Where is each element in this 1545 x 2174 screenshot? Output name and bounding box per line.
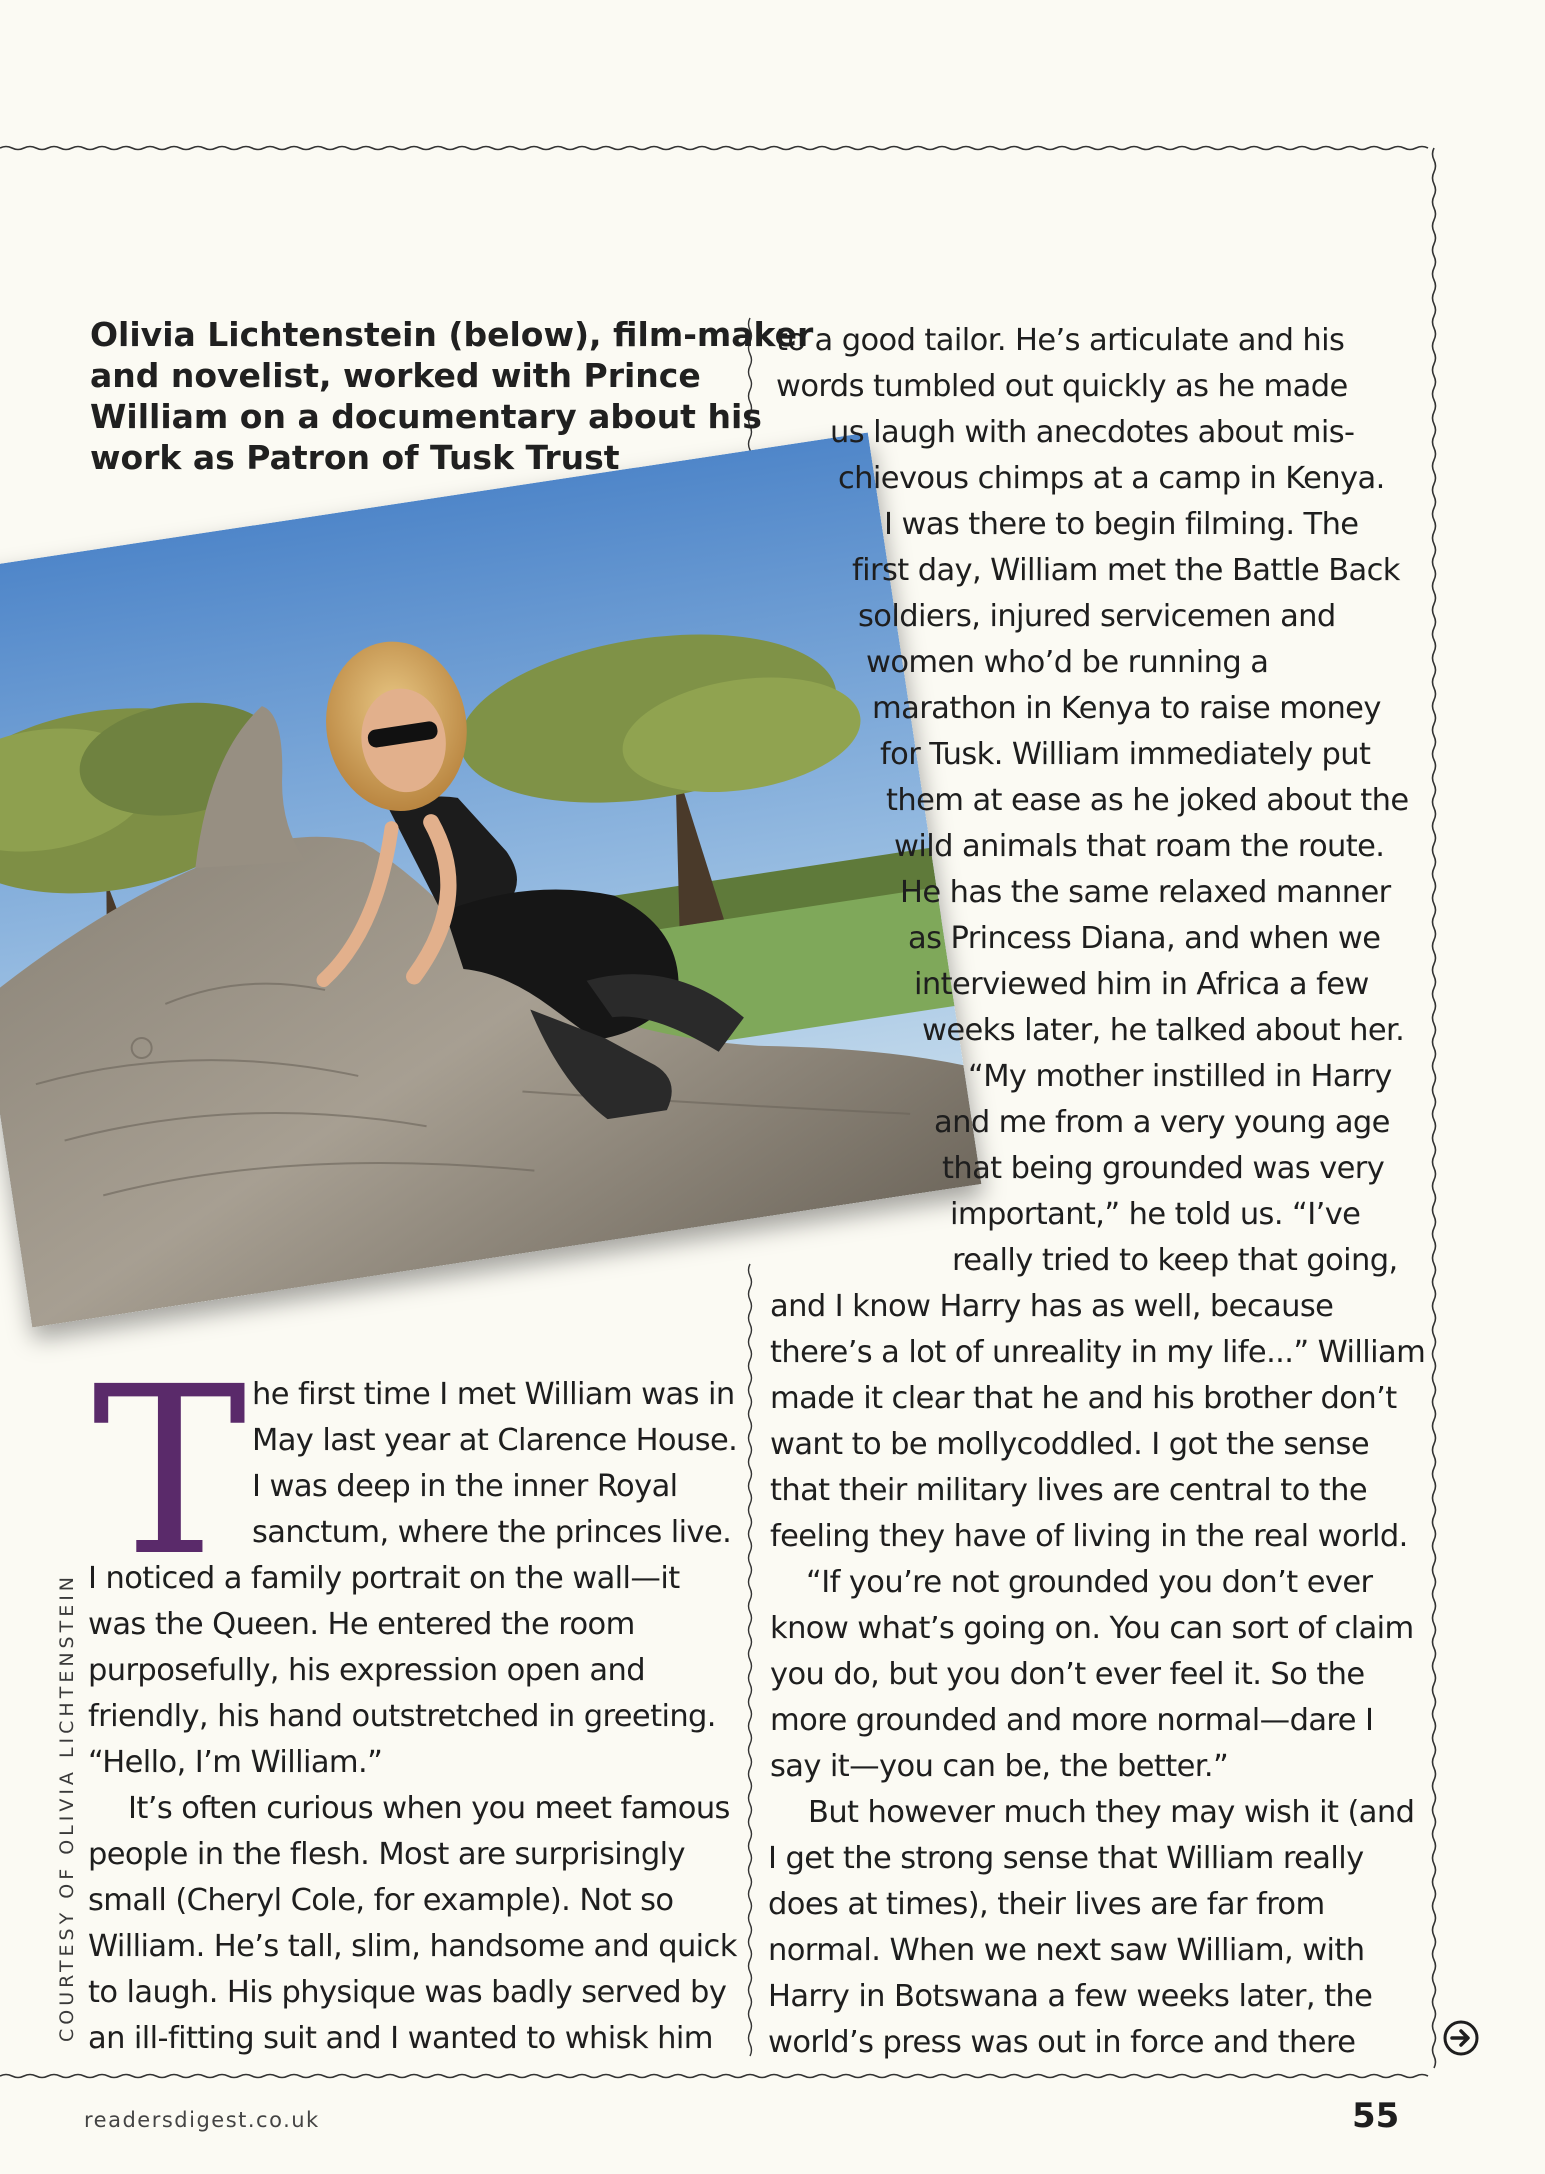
body-line: world’s press was out in force and there [768,2025,1356,2060]
page-number: 55 [1352,2096,1400,2136]
photo-olivia-on-elephant [0,432,981,1327]
body-line: words tumbled out quickly as he made [776,369,1348,404]
body-line: I was there to begin filming. The [884,507,1359,542]
body-line: I get the strong sense that William really [768,1841,1364,1876]
standfirst-line: William on a documentary about his [90,397,762,436]
body-line: us laugh with anecdotes about mis- [830,415,1355,450]
body-line: marathon in Kenya to raise money [872,691,1381,726]
body-line: wild animals that roam the route. [894,829,1385,864]
body-line: “Hello, I’m William.” [88,1745,383,1780]
body-line: soldiers, injured servicemen and [858,599,1336,634]
body-line: sanctum, where the princes live. [252,1515,732,1550]
body-line: He has the same relaxed manner [900,875,1391,910]
body-line: say it—you can be, the better.” [770,1749,1229,1784]
body-line: “If you’re not grounded you don’t ever [806,1565,1373,1600]
body-line: to a good tailor. He’s articulate and his [776,323,1345,358]
photo-credit: COURTESY OF OLIVIA LICHTENSTEIN [56,1572,78,2042]
standfirst-line: work as Patron of Tusk Trust [90,438,620,477]
body-line: Harry in Botswana a few weeks later, the [768,1979,1373,2014]
body-line: really tried to keep that going, [952,1243,1398,1278]
body-line: them at ease as he joked about the [886,783,1409,818]
body-line: as Princess Diana, and when we [908,921,1381,956]
body-line: more grounded and more normal—dare I [770,1703,1374,1738]
body-line: was the Queen. He entered the room [88,1607,635,1642]
drop-cap: T [92,1337,247,1607]
body-line: first day, William met the Battle Back [852,553,1400,588]
body-line: an ill-fitting suit and I wanted to whisk him [88,2021,713,2056]
body-line: and me from a very young age [934,1105,1390,1140]
body-line: interviewed him in Africa a few [914,967,1369,1002]
body-line: that their military lives are central to the [770,1473,1368,1508]
body-line: important,” he told us. “I’ve [950,1197,1361,1232]
body-line: you do, but you don’t ever feel it. So the [770,1657,1365,1692]
photo-illustration [0,432,981,1327]
body-line: weeks later, he talked about her. [922,1013,1405,1048]
body-line: purposefully, his expression open and [88,1653,645,1688]
body-line: people in the flesh. Most are surprisingly [88,1837,685,1872]
standfirst [90,314,814,478]
body-line: May last year at Clarence House. [252,1423,738,1458]
body-line: “My mother instilled in Harry [968,1059,1392,1094]
body-line: and I know Harry has as well, because [770,1289,1334,1324]
body-line: want to be mollycoddled. I got the sense [770,1427,1370,1462]
body-line: normal. When we next saw William, with [768,1933,1365,1968]
body-line: made it clear that he and his brother don’t [770,1381,1397,1416]
body-line: he first time I met William was in [252,1377,735,1412]
body-line: But however much they may wish it (and [808,1795,1415,1830]
body-line: feeling they have of living in the real world. [770,1519,1408,1554]
body-line: I was deep in the inner Royal [252,1469,678,1504]
body-line: friendly, his hand outstretched in greeting. [88,1699,716,1734]
body-line: chievous chimps at a camp in Kenya. [838,461,1385,496]
body-line: It’s often curious when you meet famous [128,1791,730,1826]
standfirst-line: Olivia Lichtenstein (below), film-maker [90,315,814,354]
arrow-right-circle-icon[interactable] [1443,2020,1479,2056]
body-line: William. He’s tall, slim, handsome and quick [88,1929,737,1964]
body-line: for Tusk. William immediately put [880,737,1371,772]
body-line: know what’s going on. You can sort of claim [770,1611,1414,1646]
footer-url[interactable]: readersdigest.co.uk [84,2108,320,2132]
body-line: there’s a lot of unreality in my life...” William [770,1335,1426,1370]
body-line: women who’d be running a [866,645,1269,680]
body-line: that being grounded was very [942,1151,1385,1186]
body-line: small (Cheryl Cole, for example). Not so [88,1883,674,1918]
standfirst-line: and novelist, worked with Prince [90,356,701,395]
body-line: does at times), their lives are far from [768,1887,1325,1922]
body-line: to laugh. His physique was badly served by [88,1975,727,2010]
body-line: I noticed a family portrait on the wall—it [88,1561,680,1596]
